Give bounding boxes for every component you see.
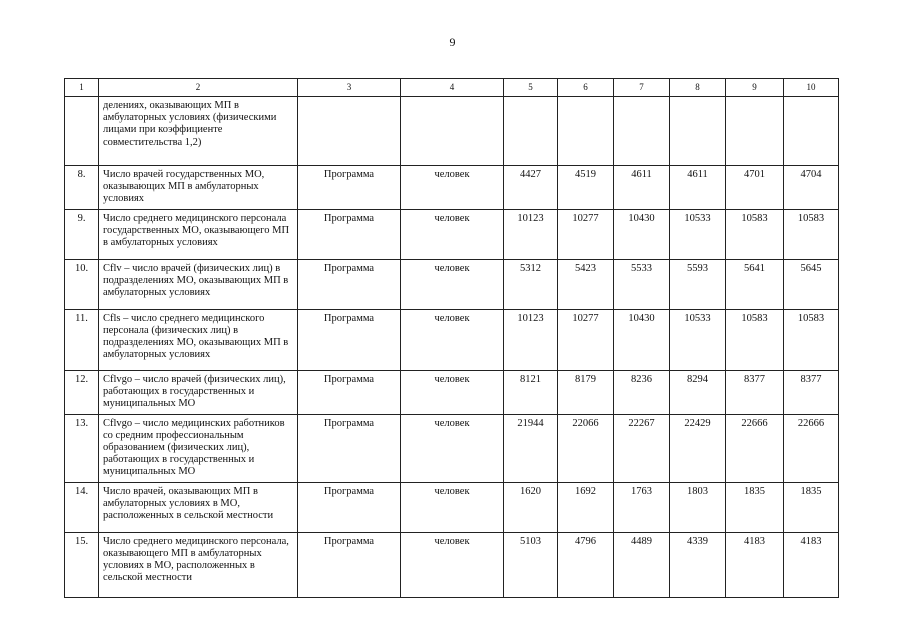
table-row <box>65 370 839 414</box>
row-number: 10. <box>65 259 99 309</box>
value-cell-6: 10277 <box>558 209 614 259</box>
value-cell-8: 10533 <box>670 209 726 259</box>
value-cell-10: 10583 <box>784 309 839 370</box>
value-cell-9: 10583 <box>726 209 784 259</box>
value-cell-9: 4701 <box>726 166 784 210</box>
value-cell-10: 4704 <box>784 166 839 210</box>
source-cell: Программа <box>298 532 401 597</box>
value-cell-5: 1620 <box>504 482 558 532</box>
value-cell-6 <box>558 97 614 166</box>
header-cell-5: 5 <box>504 79 558 97</box>
value-cell-8: 1803 <box>670 482 726 532</box>
value-cell-10: 1835 <box>784 482 839 532</box>
value-cell-10: 10583 <box>784 209 839 259</box>
value-cell-7 <box>614 97 670 166</box>
value-cell-10: 4183 <box>784 532 839 597</box>
page-number: 9 <box>449 35 456 49</box>
value-cell-6: 5423 <box>558 259 614 309</box>
value-cell-10: 22666 <box>784 414 839 482</box>
row-number: 9. <box>65 209 99 259</box>
value-cell-7: 22267 <box>614 414 670 482</box>
header-cell-10: 10 <box>784 79 839 97</box>
value-cell-9: 8377 <box>726 370 784 414</box>
unit-cell <box>401 97 504 166</box>
row-number: 11. <box>65 309 99 370</box>
value-cell-5 <box>504 97 558 166</box>
value-cell-6: 4519 <box>558 166 614 210</box>
value-cell-5: 10123 <box>504 209 558 259</box>
value-cell-8: 4611 <box>670 166 726 210</box>
row-number: 13. <box>65 414 99 482</box>
row-number: 15. <box>65 532 99 597</box>
value-cell-7: 4489 <box>614 532 670 597</box>
value-cell-8: 5593 <box>670 259 726 309</box>
indicator-name: Число врачей государственных МО, оказывающих МП в амбулаторных условиях <box>99 166 298 210</box>
value-cell-9: 1835 <box>726 482 784 532</box>
value-cell-9 <box>726 97 784 166</box>
value-cell-9: 4183 <box>726 532 784 597</box>
table-row <box>65 166 839 210</box>
row-number: 8. <box>65 166 99 210</box>
unit-cell: человек <box>401 309 504 370</box>
row-number <box>65 97 99 166</box>
value-cell-8: 10533 <box>670 309 726 370</box>
source-cell <box>298 97 401 166</box>
value-cell-6: 10277 <box>558 309 614 370</box>
value-cell-9: 10583 <box>726 309 784 370</box>
source-cell: Программа <box>298 482 401 532</box>
value-cell-7: 1763 <box>614 482 670 532</box>
source-cell: Программа <box>298 209 401 259</box>
value-cell-8: 4339 <box>670 532 726 597</box>
table-row <box>65 414 839 482</box>
indicator-name: Число среднего медицинского персонала, оказывающего МП в амбулаторных условиях в МО, расположенных в сельской местности <box>99 532 298 597</box>
unit-cell: человек <box>401 166 504 210</box>
value-cell-6: 1692 <box>558 482 614 532</box>
value-cell-9: 5641 <box>726 259 784 309</box>
value-cell-8 <box>670 97 726 166</box>
table-row <box>65 482 839 532</box>
value-cell-5: 5312 <box>504 259 558 309</box>
table-row <box>65 209 839 259</box>
indicator-name: Cflvgo – число врачей (физических лиц), работающих в государственных и муниципальных МО <box>99 370 298 414</box>
value-cell-5: 4427 <box>504 166 558 210</box>
indicator-name: Число среднего медицинского персонала государственных МО, оказывающего МП в амбулаторных условиях <box>99 209 298 259</box>
header-cell-4: 4 <box>401 79 504 97</box>
row-number: 12. <box>65 370 99 414</box>
source-cell: Программа <box>298 414 401 482</box>
header-cell-3: 3 <box>298 79 401 97</box>
header-cell-6: 6 <box>558 79 614 97</box>
header-cell-1: 1 <box>65 79 99 97</box>
value-cell-7: 10430 <box>614 309 670 370</box>
source-cell: Программа <box>298 370 401 414</box>
value-cell-10: 5645 <box>784 259 839 309</box>
unit-cell: человек <box>401 209 504 259</box>
value-cell-5: 21944 <box>504 414 558 482</box>
value-cell-7: 8236 <box>614 370 670 414</box>
value-cell-5: 5103 <box>504 532 558 597</box>
table-row <box>65 309 839 370</box>
table-row <box>65 532 839 597</box>
value-cell-9: 22666 <box>726 414 784 482</box>
indicator-name: делениях, оказывающих МП в амбулаторных условиях (физическими лицами при коэффициенте совместительства 1,2) <box>99 97 298 166</box>
source-cell: Программа <box>298 309 401 370</box>
value-cell-5: 10123 <box>504 309 558 370</box>
value-cell-7: 4611 <box>614 166 670 210</box>
unit-cell: человек <box>401 482 504 532</box>
indicator-table <box>64 78 839 598</box>
source-cell: Программа <box>298 259 401 309</box>
table-header-row <box>65 79 839 97</box>
header-cell-8: 8 <box>670 79 726 97</box>
table-body <box>65 79 839 598</box>
header-cell-9: 9 <box>726 79 784 97</box>
indicator-name: Cflv – число врачей (физических лиц) в подразделениях МО, оказывающих МП в амбулаторных условиях <box>99 259 298 309</box>
value-cell-7: 10430 <box>614 209 670 259</box>
value-cell-6: 4796 <box>558 532 614 597</box>
value-cell-8: 22429 <box>670 414 726 482</box>
indicator-name: Число врачей, оказывающих МП в амбулаторных условиях в МО, расположенных в сельской местности <box>99 482 298 532</box>
source-cell: Программа <box>298 166 401 210</box>
table-row <box>65 259 839 309</box>
value-cell-6: 22066 <box>558 414 614 482</box>
unit-cell: человек <box>401 259 504 309</box>
indicator-name: Cflvgo – число медицинских работников со средним профессиональным образованием (физических лиц), работающих в государственных и муниципальных МО <box>99 414 298 482</box>
indicator-name: Cfls – число среднего медицинского персонала (физических лиц) в подразделениях МО, оказывающих МП в амбулаторных условиях <box>99 309 298 370</box>
value-cell-10 <box>784 97 839 166</box>
table-row <box>65 97 839 166</box>
value-cell-10: 8377 <box>784 370 839 414</box>
unit-cell: человек <box>401 414 504 482</box>
value-cell-7: 5533 <box>614 259 670 309</box>
unit-cell: человек <box>401 370 504 414</box>
row-number: 14. <box>65 482 99 532</box>
value-cell-6: 8179 <box>558 370 614 414</box>
value-cell-8: 8294 <box>670 370 726 414</box>
value-cell-5: 8121 <box>504 370 558 414</box>
header-cell-7: 7 <box>614 79 670 97</box>
unit-cell: человек <box>401 532 504 597</box>
header-cell-2: 2 <box>99 79 298 97</box>
